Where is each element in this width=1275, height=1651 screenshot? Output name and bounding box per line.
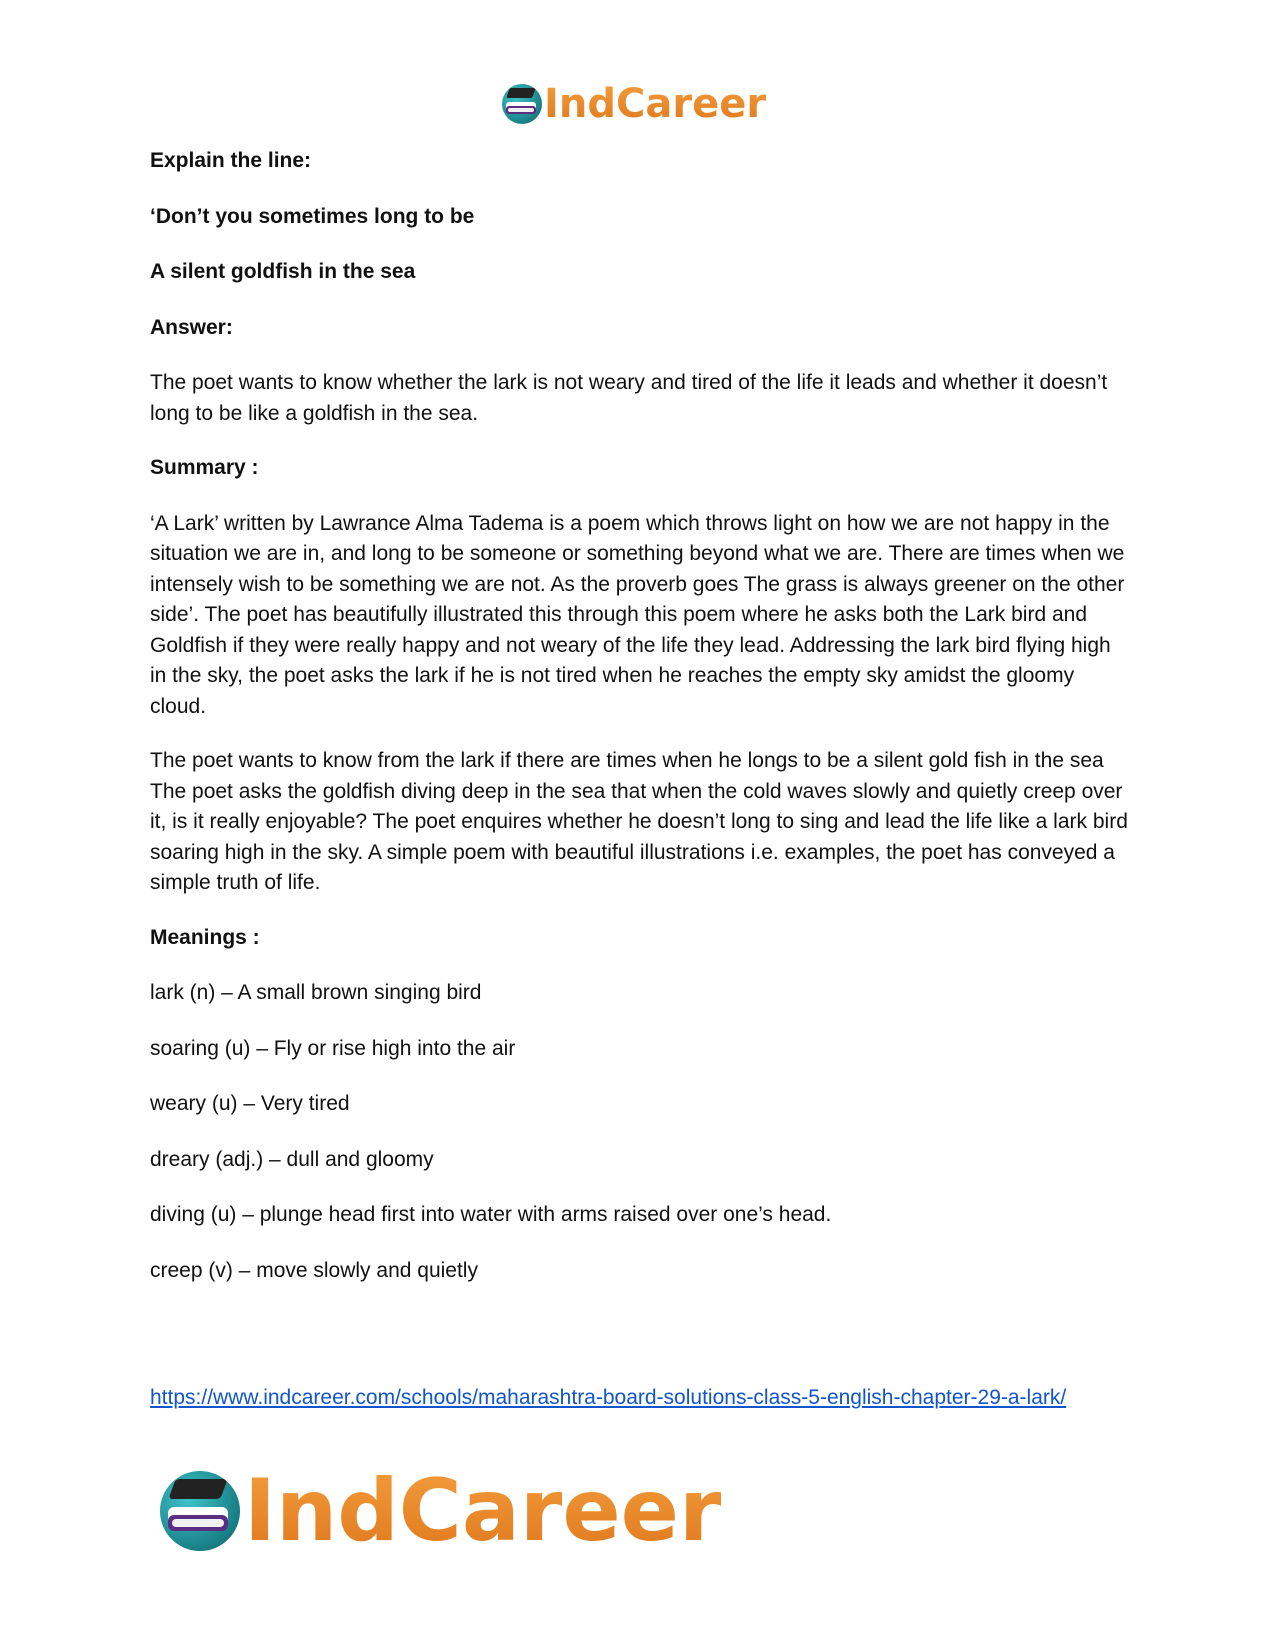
question-line-1: ‘Don’t you sometimes long to be: [150, 204, 475, 228]
meanings-label: Meanings :: [150, 925, 260, 949]
meaning-item: diving (u) – plunge head first into water with arms raised over one’s head.: [150, 1203, 832, 1226]
meaning-item: creep (v) – move slowly and quietly: [150, 1258, 478, 1282]
meaning-item: weary (u) – Very tired: [150, 1092, 350, 1115]
answer-text: The poet wants to know whether the lark is not weary and tired of the life it leads and whether it doesn’t long to be like a goldfish in the sea.: [150, 371, 1108, 425]
meaning-item: dreary (adj.) – dull and gloomy: [150, 1147, 434, 1171]
question-line-2: A silent goldfish in the sea: [150, 260, 416, 283]
footer-logo-text: IndCareer: [244, 1461, 722, 1561]
header-logo: [502, 80, 766, 128]
source-url-link[interactable]: https://www.indcareer.com/schools/maharashtra-board-solutions-class-5-english-chapter-29-a-lark/: [150, 1386, 1067, 1409]
question-label: Explain the line:: [150, 149, 312, 172]
meaning-item: lark (n) – A small brown singing bird: [150, 981, 482, 1004]
answer-label: Answer:: [150, 315, 233, 339]
summary-label: Summary :: [150, 456, 259, 479]
summary-paragraph-1: ‘A Lark’ written by Lawrance Alma Tadema is a poem which throws light on how we are not happy in the situation we are in, and long to be someone or something beyond what we are. There are times when we intensely wish to be something we are not. As the proverb goes The grass is always greener on the other side’. The poet has beautifully illustrated this through this poem where he asks both the Lark bird and Goldfish if they were really happy and not weary of the life they lead. Addressing the lark bird flying high in the sky, the poet asks the lark if he is not tired when he reaches the empty sky amidst the gloomy cloud.: [150, 511, 1125, 718]
meaning-item: soaring (u) – Fly or rise high into the air: [150, 1036, 516, 1060]
header-logo-text: IndCareer: [544, 81, 767, 127]
graduation-book-icon: [502, 84, 542, 124]
footer-logo: [160, 1461, 722, 1561]
summary-paragraph-2: The poet wants to know from the lark if there are times when he longs to be a silent gold fish in the sea The poet asks the goldfish diving deep in the sea that when the cold waves slowly and quietly creep over it, is it really enjoyable? The poet enquires whether he doesn’t long to sing and lead the life like a lark bird soaring high in the sky. A simple poem with beautiful illustrations i.e. examples, the poet has conveyed a simple truth of life.: [150, 749, 1128, 894]
graduation-book-icon: [160, 1471, 240, 1551]
document-content: [150, 146, 1130, 1311]
